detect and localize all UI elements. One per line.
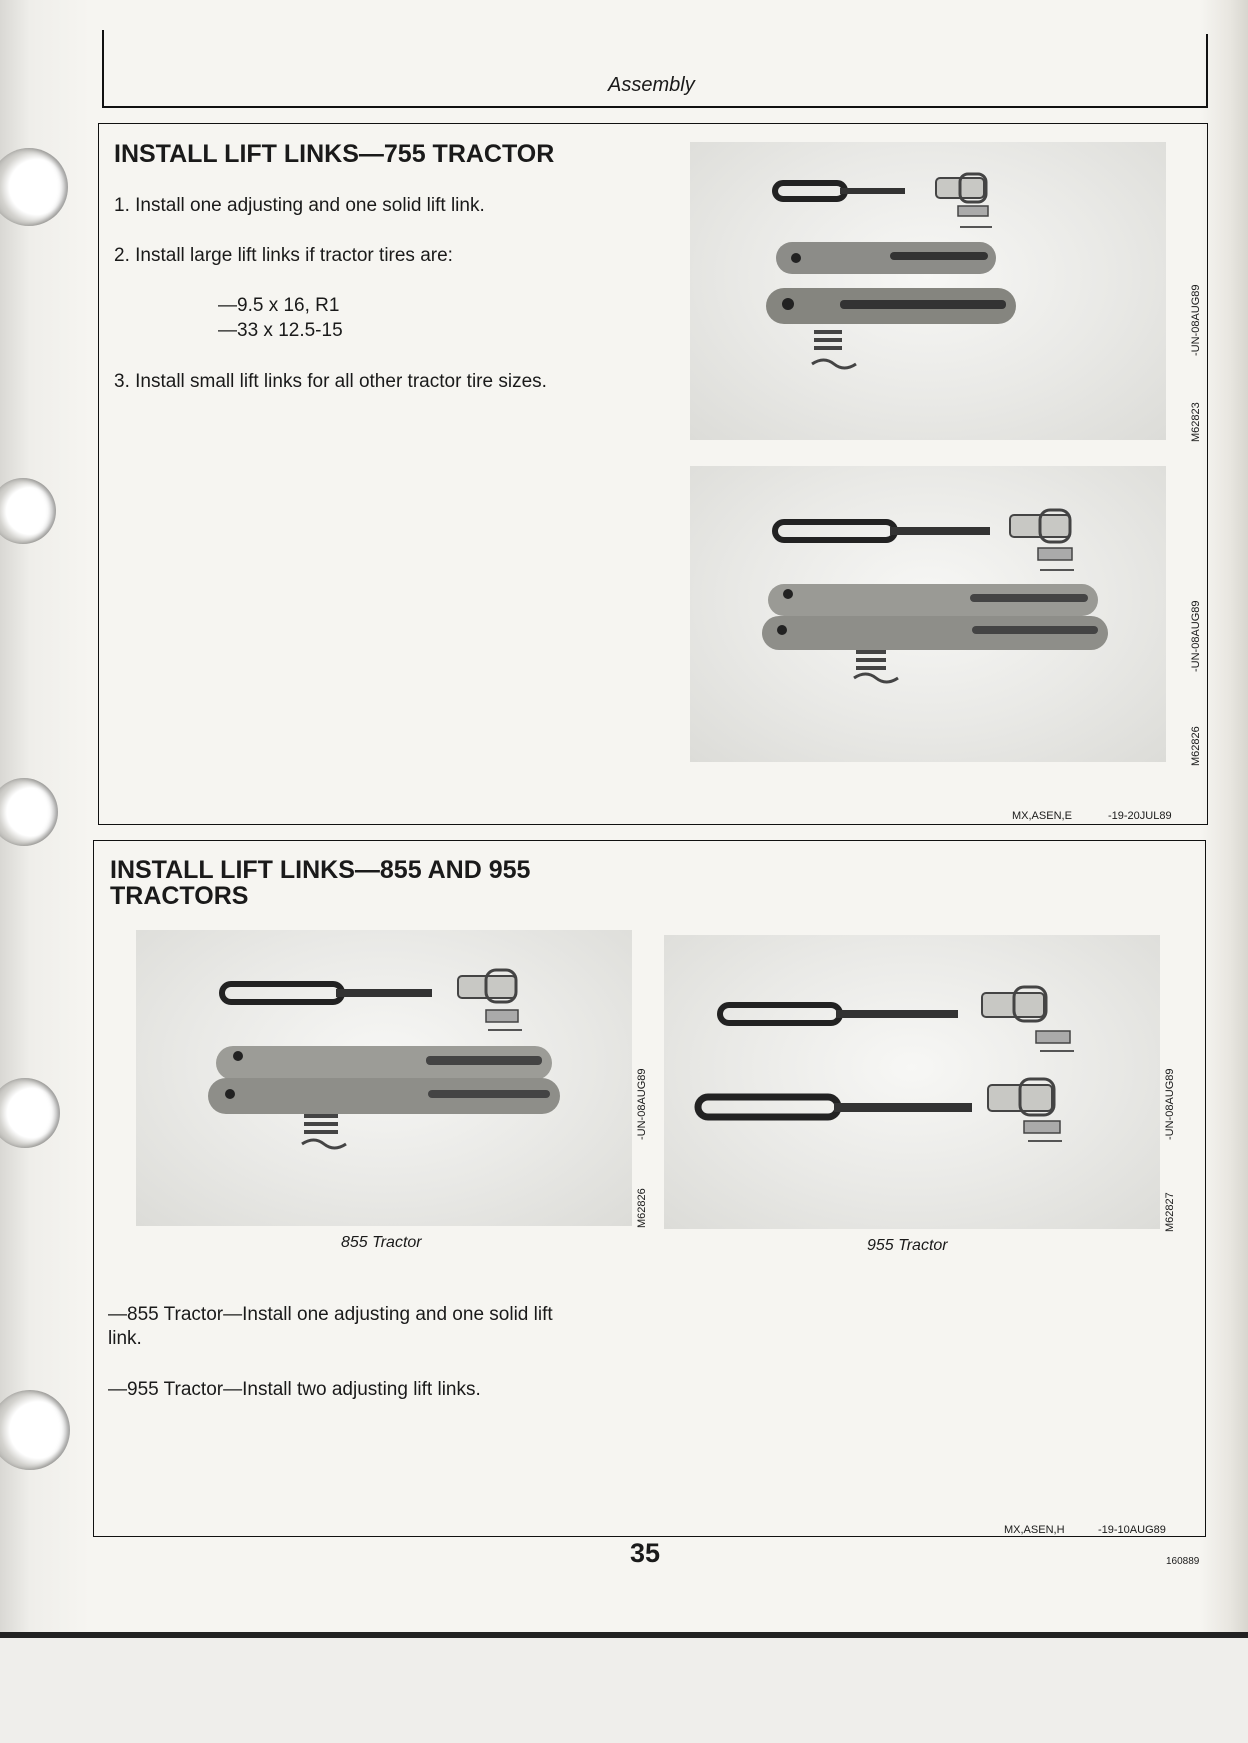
note-855-line1: —855 Tractor—Install one adjusting and one solid lift	[108, 1304, 553, 1325]
tire-size-2: —33 x 12.5-15	[218, 320, 343, 341]
lift-links-drawing	[690, 142, 1166, 440]
photo-755-small-links	[690, 466, 1166, 762]
lift-links-drawing	[664, 935, 1160, 1229]
tire-size-1: —9.5 x 16, R1	[218, 295, 340, 316]
section-755-footer-code: MX,ASEN,E	[1012, 810, 1072, 822]
binder-hole	[0, 1078, 60, 1148]
photo-855-code-b: M62826	[636, 1188, 648, 1228]
header-right-rule	[1206, 34, 1208, 108]
photo-955-code-b: M62827	[1164, 1192, 1176, 1232]
photo-755-code-a: -UN-08AUG89	[1190, 284, 1202, 356]
photo-755-large-links	[690, 142, 1166, 440]
binder-hole	[0, 778, 58, 846]
step-2: 2. Install large lift links if tractor tires are:	[114, 245, 453, 266]
print-code: 160889	[1166, 1556, 1200, 1567]
lift-links-drawing	[690, 466, 1166, 762]
photo-755-2-code-b: M62826	[1190, 726, 1202, 766]
photo-855-code-a: -UN-08AUG89	[636, 1068, 648, 1140]
photo-855-links	[136, 930, 632, 1226]
binder-hole	[0, 1390, 70, 1470]
step-3: 3. Install small lift links for all other tractor tire sizes.	[114, 371, 547, 392]
lift-links-drawing	[136, 930, 632, 1226]
section-855-955-title-line2: TRACTORS	[110, 882, 249, 910]
photo-955-code-a: -UN-08AUG89	[1164, 1068, 1176, 1140]
table-surface	[0, 1638, 1248, 1743]
step-1: 1. Install one adjusting and one solid lift link.	[114, 195, 485, 216]
section-855-955-footer-code: MX,ASEN,H	[1004, 1524, 1065, 1536]
photo-955-links	[664, 935, 1160, 1229]
photo-955-caption: 955 Tractor	[867, 1237, 948, 1254]
photo-755-2-code-a: -UN-08AUG89	[1190, 600, 1202, 672]
section-855-955-footer-date: -19-10AUG89	[1098, 1524, 1166, 1536]
section-755-footer-date: -19-20JUL89	[1108, 810, 1172, 822]
photo-755-code-b: M62823	[1190, 402, 1202, 442]
note-855-line2: link.	[108, 1328, 142, 1349]
photo-855-caption: 855 Tractor	[341, 1234, 422, 1251]
header-left-rule	[102, 30, 104, 108]
header-title: Assembly	[608, 74, 695, 96]
section-755-title: INSTALL LIFT LINKS—755 TRACTOR	[114, 140, 555, 168]
note-955: —955 Tractor—Install two adjusting lift links.	[108, 1379, 481, 1400]
header-bottom-rule	[102, 106, 1208, 108]
page-number: 35	[630, 1538, 661, 1568]
binder-hole	[0, 478, 56, 544]
section-855-955-title-line1: INSTALL LIFT LINKS—855 AND 955	[110, 856, 531, 884]
binder-hole	[0, 148, 68, 226]
